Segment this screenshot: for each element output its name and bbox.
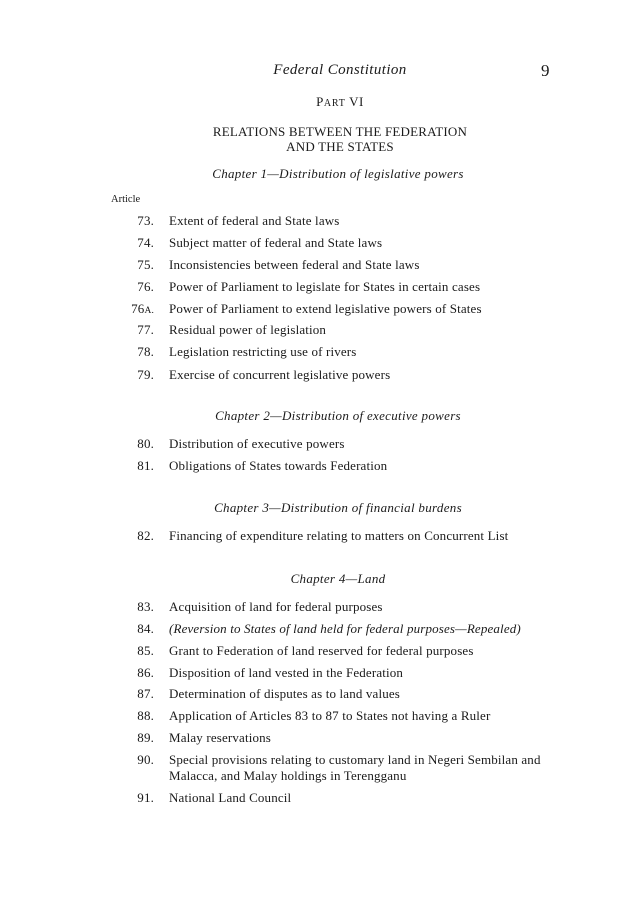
chapter-4-heading: Chapter 4—Land [290,571,386,586]
part-numeral: VI [349,94,364,109]
article-number: 78. [137,344,154,359]
article-text: Residual power of legislation [169,322,327,337]
article-number: 79. [137,367,154,382]
part-label-smallcaps: ART [323,98,346,109]
article-text: National Land Council [169,790,292,805]
article-number: 73. [137,213,154,228]
article-number: 76. [137,279,154,294]
article-column-label: Article [111,194,141,205]
article-number: 85. [137,643,154,658]
part-label-initial: P [316,94,324,109]
article-text: Power of Parliament to legislate for States in certain cases [169,279,481,294]
article-number: 83. [137,599,154,614]
article-text: Application of Articles 83 to 87 to States not having a Ruler [169,708,491,723]
article-number: 80. [137,436,154,451]
article-number: 88. [137,708,154,723]
chapter-1-heading: Chapter 1—Distribution of legislative powers [212,166,464,181]
running-header-title: Federal Constitution [273,62,407,78]
article-number: 77. [137,322,154,337]
article-number [131,301,154,319]
article-text: (Reversion to States of land held for federal purposes—Repealed) [169,621,521,636]
article-text: Acquisition of land for federal purposes [169,599,383,614]
article-number: 82. [137,528,154,543]
article-text: Distribution of executive powers [169,436,345,451]
article-number: 86. [137,665,154,680]
article-number: 89. [137,730,154,745]
article-number: 90. [137,752,154,767]
article-text: Legislation restricting use of rivers [169,344,357,359]
article-text: Subject matter of federal and State laws [169,235,383,250]
article-text: Obligations of States towards Federation [169,458,388,473]
part-heading [0,94,638,110]
article-text: Determination of disputes as to land values [169,686,401,701]
article-text: Disposition of land vested in the Federation [169,665,404,680]
article-text: Malay reservations [169,730,271,745]
article-text: Power of Parliament to extend legislative powers of States [169,301,482,316]
article-text: Exercise of concurrent legislative powers [169,367,391,382]
article-number: 91. [137,790,154,805]
part-title-line-1: RELATIONS BETWEEN THE FEDERATION [212,124,468,139]
article-text: Extent of federal and State laws [169,213,340,228]
article-number: 74. [137,235,154,250]
article-text: Grant to Federation of land reserved for federal purposes [169,643,474,658]
article-text: Inconsistencies between federal and State laws [169,257,420,272]
article-number: 87. [137,686,154,701]
page-number: 9 [541,61,550,80]
article-number: 75. [137,257,154,272]
article-number: 84. [137,621,154,636]
article-number-suffix: A. [144,306,154,316]
article-text: Special provisions relating to customary land in Negeri Sembilan and Malacca, and Malay holdings in Terengganu [169,752,541,783]
part-title [0,124,638,154]
chapter-2-heading: Chapter 2—Distribution of executive powers [215,408,461,423]
article-text: Financing of expenditure relating to matters on Concurrent List [169,528,509,543]
article-number: 81. [137,458,154,473]
chapter-3-heading: Chapter 3—Distribution of financial burdens [214,500,462,515]
article-number-main: 76 [131,301,145,316]
part-title-line-2: AND THE STATES [286,139,394,154]
